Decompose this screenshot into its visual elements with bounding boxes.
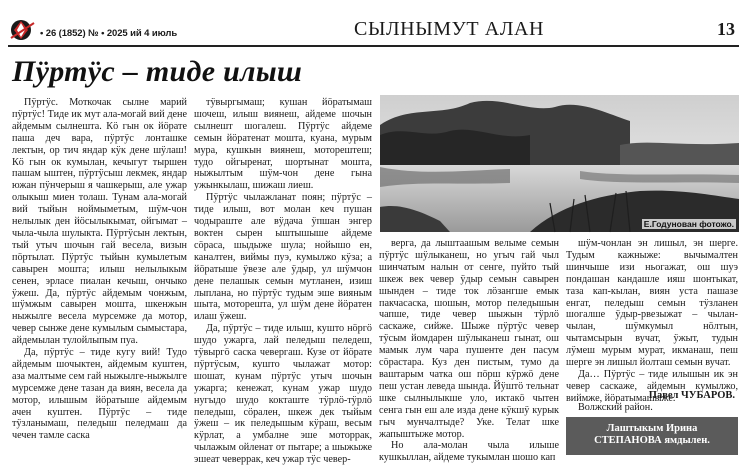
newspaper-logo-icon <box>9 17 35 41</box>
article-column-3 <box>379 238 559 471</box>
paragraph: Но ала-молан чыла илыше кушкыллан, айдеме тукымлан шошо кап <box>379 440 559 464</box>
article-headline: Пӱртӱс – тиде илыш <box>12 55 303 88</box>
paragraph: Пӱртӱс. Моткочак сылне марий пӱртӱс! Тиде ик мут ала-могай вий дене айдемым сылнешта. Кӧ гын ок йӧрате паша деч вара, пӱртӱс лонташке лектын, ор тич яндар кӱк дене шӱлаш! Кӧ гын ок кумылан, кечыгут тыршен пашам ыштен, пӱртӱсыш лекмек, яндар южан пӱнчерыш я чашкерыш, але ужар олыкыш миен толаш. Тунам ала-могай вий тыйын ноймыметым, шӱм-чон нелылык ден йӧсылыкымат, ойгымат – чыла-чыла шулыкта. Пӱртӱсын лектын, тый утыч шочын гай весела, визын пӧртылат. Пӱртӱс тыйын кумылетым савырен мошта; илыш нелылыкым сенен, эрласе пиалан кечыш, ончыко ӱжеш. Да, пӱртӱс айдемым чонжым, шӱмжым савырен мошта, шкенжын ныжылге весела мурсемже да мотор, чевер сынже дене кумылым сымыстара, айдемылан тулойлыпым пуа. <box>12 97 187 347</box>
page-credit-box <box>566 417 738 455</box>
paragraph: Да… Пӱртӱс – тиде илышын ик эн чевер саскаже, айдемын кумылжо, виймже, йӧратымашыже. <box>566 368 738 404</box>
page-credit-line-1: Лаштыкым Ирина <box>606 423 698 434</box>
paragraph: Пӱртӱс чылажланат поян; пӱртӱс – тиде илыш, вот молан кеч пушан чодыраште але вӱдача ӱпшан энгер воктен сырен ыштышыше айдеме сӧраса, шыдыже шула; нойышо ен, каналтен, виймы пуэ, кумылжо кӱза; а йӧратыше ӱвезе але ӱдыр, ул шӱмчон дене пелашык семын мутланен, изиш лыплана, но пӱртӱс тудым эше вияным шыта, моторешта, ул шӱм дене йӧратен илаш ӱжеш. <box>194 192 372 323</box>
photo-credit: Е.Годунован фотожо. <box>643 219 734 229</box>
paragraph: верга, да лыштаашым велыме семын пӱртӱс шӱлыканеш, но угыч гай чыл шинчатым налын от сенге, пуйто тый шкеж век чевер ӱдыр семын савырен шынден – тиде ток лӧзангше емык пакчасаска, шошын, мотор пеледышын чапше, тиде чевер шыжын тӱрлӧ саскаже, сийже. Шыже пӱртӱс чевер тӱсым йомдарен шӱлыканеш гынат, ош мамык лум чара пушенте ден пасум сӧрастара. Куз ден пистым, тумо да ваштарым чатка ош пӧрш кӱржӧ дене пеш устан леведа шында. Йӱштӧ тельнат шке сылнылыкше уло, иктакӧ чытен сенга гын еш але изда дене кӱкшӱ курык гыч мунчалтыде? Уке. Телат шке жапыштыже мотор. <box>379 238 559 440</box>
newspaper-name: СЫЛНЫМУТ АЛАН <box>354 18 545 40</box>
page-credit-line-2: СТЕПАНОВА ямдылен. <box>594 435 710 446</box>
masthead <box>0 0 747 44</box>
paragraph: Да, пӱртӱс – тиде илыш, кушто нӧргӧ шудо ужарга, лай пеледыш пеледеш, тӱвыргӧ саска чевергаш. Кузе от йӧрате пӱртӱсым, куштo чылажат мотор: шошат, кунам пӱртӱс утыч шочын ужарга; кенежат, кунам ужар шудо нугыдо шудо кокташте тӱрлӧ-тӱрлӧ пеледыш, сӧрален, шкеж дек тыйым ӱжеш – ик пеледышым кӱраш, весым кӱрлат, а умбалне эше моторрак, чылажым ойленат от пытаре; а шыжыже эшеат чеверрак, кеч ужар тӱс чевер- <box>194 323 372 466</box>
paragraph: шӱм-чонлан эн лишыл, эн шерге. Тудым кажныже: вычымалтен шинчыше изи ньогажат, ош шуэ пондашан кандашле ияш шонтыкат, таза кап-кылан, виян уста пашазе енгат, пеледыш семын тӱзланен шогалше ӱдыр-рвезыжат – чылан-чылан, шӱмкумыл нӧлтын, чытамсырын вучат, ӱжыт, тудын лӱмеш мурым мурат, икманаш, пеш шерге эн лишыл йолташ семын вучат. <box>566 238 738 369</box>
article-column-2 <box>194 97 372 471</box>
header-rule <box>8 45 739 47</box>
paragraph: тӱвыргымаш; кушан йӧратымаш шочеш, илыш виянеш, айдеме шочын сылнешт шогалеш. Пӱртӱс айдеме семын йӧратенат мошта, куана, мурым мура, кушкын виянеш, моторештеш; тудо ойгыренат, шортынат мошта, ныжылтым шӱм-чон дене гына ужынкылаш, шижаш лиеш. <box>194 97 372 192</box>
river-landscape-image <box>380 95 739 232</box>
issue-info: • 26 (1852) № • 2025 ий 4 июль <box>40 28 178 39</box>
page-number: 13 <box>717 19 735 39</box>
article-author: Павел ЧУБАРОВ. <box>648 390 735 401</box>
article-column-1 <box>12 97 187 471</box>
landscape-photo <box>380 95 739 232</box>
paragraph: Да, пӱртӱс – тиде кугу вий! Тудо айдемым шочыктен, айдемым куштен, аза малтыме сем гай ныжылге-ныжылге мурсемже дене тазан да виян, весела да мотор, илышым йӧратыше айдемым ачен куштен. Пӱртӱс – тиде тӱзланымаш, пеледыш пеледмаш да чечен тамле саска <box>12 347 187 442</box>
author-district: Волжский район. <box>578 402 653 413</box>
